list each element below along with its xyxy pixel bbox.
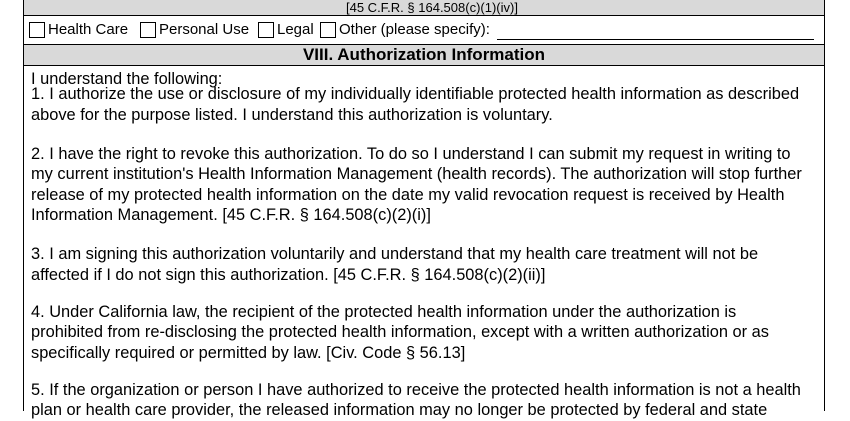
option-personal-use (140, 21, 249, 38)
health-care-checkbox[interactable] (29, 22, 45, 38)
authorization-form (23, 0, 825, 419)
item-1-line-1: 1. I authorize the use or disclosure of my individually identifiable protected health information as described (31, 85, 800, 103)
purpose-options-row (23, 16, 825, 45)
personal-use-label: Personal Use (159, 21, 250, 38)
item-4-line-1: 4. Under California law, the recipient of the protected health information under the authorization is (31, 303, 737, 321)
authorization-text (23, 66, 825, 419)
item-4-line-3: specifically required or permitted by law. [Civ. Code § 56.13] (31, 344, 466, 362)
item-1-line-2: above for the purpose listed. I understand this authorization is voluntary. (31, 106, 553, 124)
other-checkbox[interactable] (320, 22, 336, 38)
item-2-line-2: my current institution's Health Information Management (health records). The authorization will stop further (31, 165, 802, 183)
legal-checkbox[interactable] (258, 22, 274, 38)
item-4-line-2: prohibited from re-disclosing the protected health information, except with a written authorization or as (31, 323, 769, 341)
option-other (320, 21, 490, 38)
cfr-reference: [45 C.F.R. § 164.508(c)(1)(iv)] (346, 0, 518, 15)
item-3-line-2: affected if I do not sign this authorization. [45 C.F.R. § 164.508(c)(2)(ii)] (31, 266, 546, 284)
previous-section-band (23, 0, 825, 16)
other-label: Other (please specify): (339, 21, 490, 38)
option-legal (258, 21, 314, 38)
item-2-line-1: 2. I have the right to revoke this authorization. To do so I understand I can submit my request in writing to (31, 145, 791, 163)
personal-use-checkbox[interactable] (140, 22, 156, 38)
item-3-line-1: 3. I am signing this authorization voluntarily and understand that my health care treatment will not be (31, 245, 759, 263)
item-5-line-1: 5. If the organization or person I have authorized to receive the protected health information is not a health (31, 381, 801, 399)
item-5-line-2: plan or health care provider, the released information may no longer be protected by federal and state (31, 401, 768, 419)
section-title: VIII. Authorization Information (23, 45, 825, 66)
item-2-line-4: Information Management. [45 C.F.R. § 164.508(c)(2)(i)] (31, 206, 431, 224)
intro-text: I understand the following: (31, 70, 223, 88)
other-specify-field[interactable] (497, 39, 814, 40)
health-care-label: Health Care (48, 21, 129, 38)
item-2-line-3: release of my protected health information on the date my valid revocation request is received by Health (31, 186, 785, 204)
option-health-care (29, 21, 128, 38)
legal-label: Legal (277, 21, 314, 38)
